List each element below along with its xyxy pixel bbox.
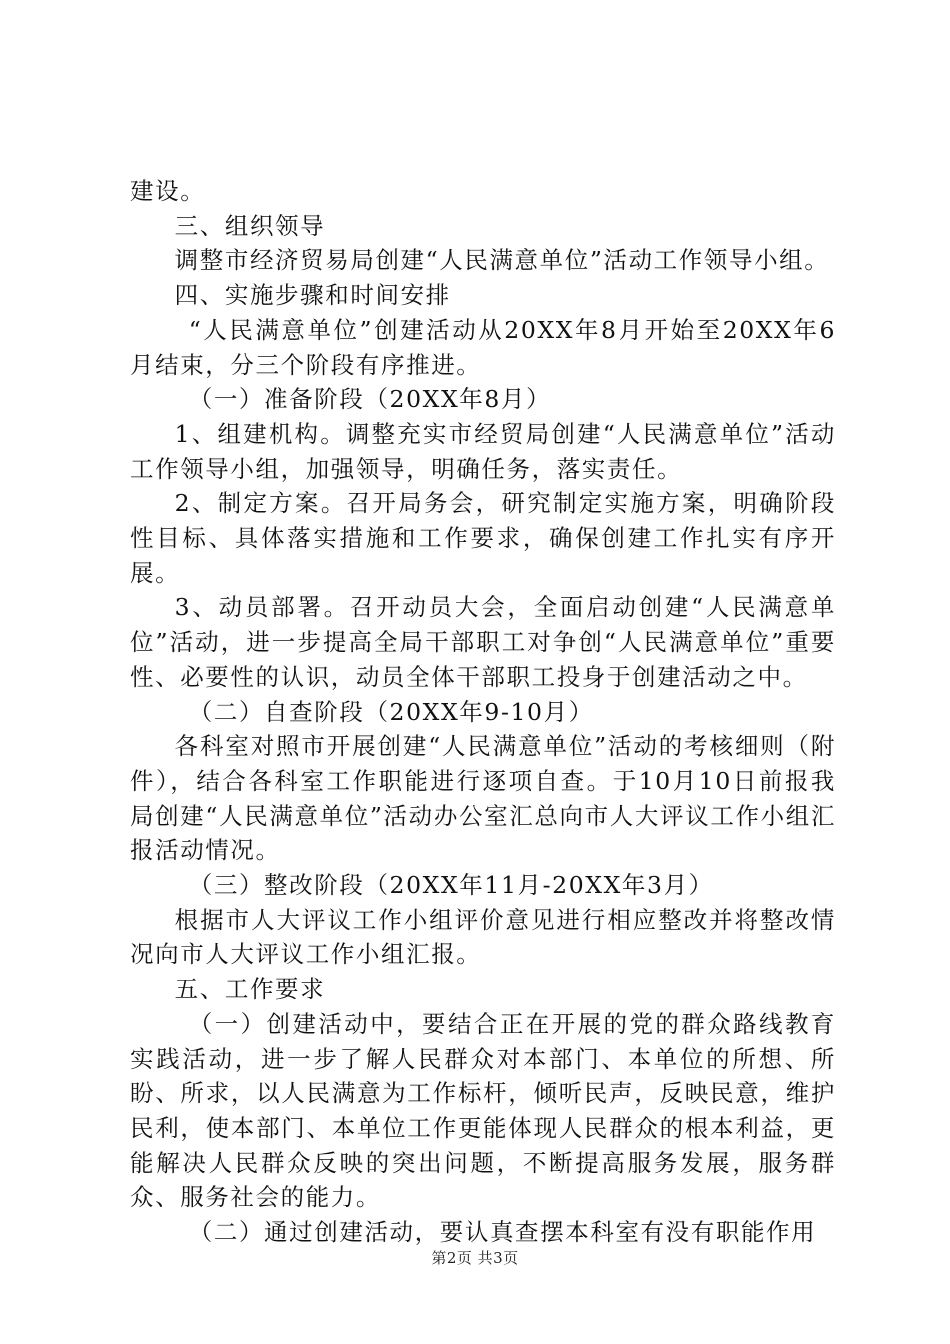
subheading-self-check-stage: （二）自查阶段（20XX年9-10月） [188,697,594,726]
paragraph-leadership-group: 调整市经济贸易局创建“人民满意单位”活动工作领导小组。 [174,246,830,275]
paragraph-make-plan: 2、制定方案。召开局务会，研究制定实施方案，明确阶段性目标、具体落实措施和工作要求，确保创建工作扎实有序开展。 [130,489,836,587]
paragraph-continuation: 建设。 [130,177,206,205]
paragraph-build-organization: 1、组建机构。调整充实市经贸局创建“人民满意单位”活动工作领导小组，加强领导，明确任务，落实责任。 [130,419,836,483]
heading-organization-leadership: 三、组织领导 [174,211,326,240]
subheading-rectification-stage: （三）整改阶段（20XX年11月-20XX年3月） [188,871,714,900]
paragraph-requirement-one: （一）创建活动中，要结合正在开展的党的群众路线教育实践活动，进一步了解人民群众对本部门、本单位的所想、所盼、所求，以人民满意为工作标杆，倾听民声，反映民意，维护民利，使本部门、本单位工作更能体现人民群众的根本利益，更能解决人民群众反映的突出问题，不断提高服务发展，服务群众、服务社会的能力。 [130,1009,836,1212]
page-number-footer: 第2页 共3页 [431,1249,519,1267]
paragraph-mobilize-deploy: 3、动员部署。召开动员大会，全面启动创建“人民满意单位”活动，进一步提高全局干部职工对争创“人民满意单位”重要性、必要性的认识，动员全体干部职工投身于创建活动之中。 [130,593,836,691]
document-body [130,174,836,1250]
paragraph-self-check: 各科室对照市开展创建“人民满意单位”活动的考核细则（附件），结合各科室工作职能进行逐项自查。于10月10日前报我局创建“人民满意单位”活动办公室汇总向市人大评议工作小组汇报活动情况。 [130,732,836,865]
paragraph-activity-timeline: “人民满意单位”创建活动从20XX年8月开始至20XX年6月结束，分三个阶段有序推进。 [130,315,836,379]
subheading-preparation-stage: （一）准备阶段（20XX年8月） [188,385,552,414]
paragraph-rectification: 根据市人大评议工作小组评价意见进行相应整改并将整改情况向市人大评议工作小组汇报。 [130,905,836,969]
heading-implementation-steps: 四、实施步骤和时间安排 [174,281,451,310]
heading-work-requirements: 五、工作要求 [174,975,326,1004]
paragraph-requirement-two: （二）通过创建活动，要认真查摆本科室有没有职能作用 [188,1218,817,1247]
